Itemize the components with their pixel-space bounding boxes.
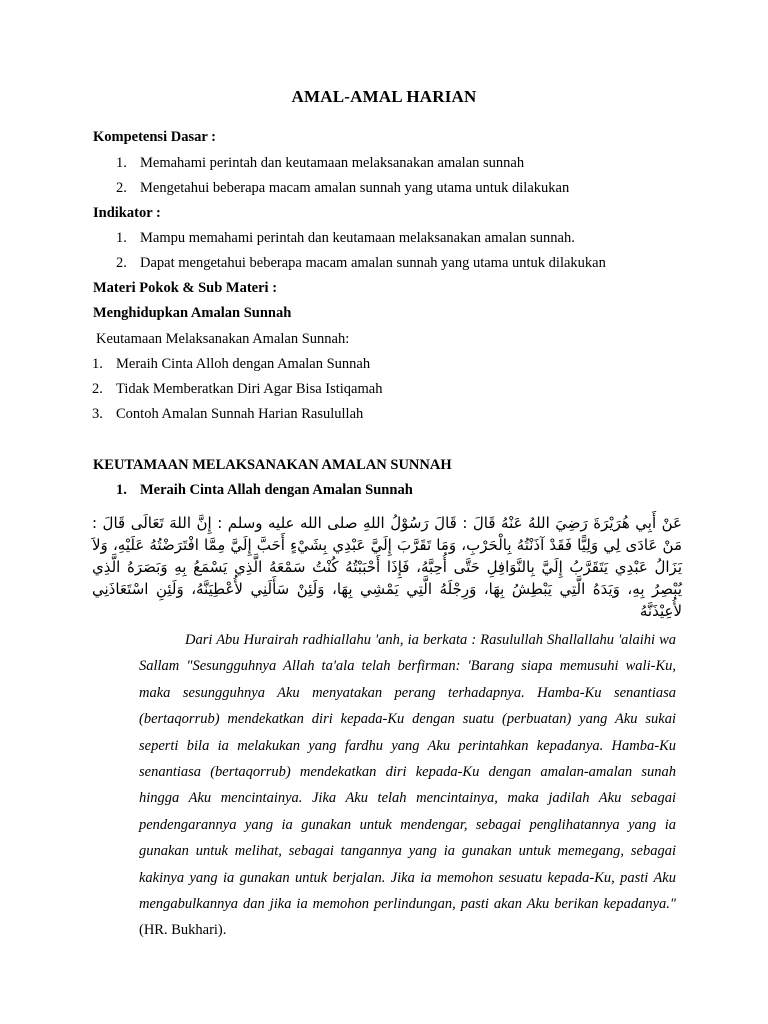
materi-subheading: Menghidupkan Amalan Sunnah bbox=[93, 305, 292, 321]
page-title: AMAL-AMAL HARIAN bbox=[291, 87, 477, 106]
hadith-translation bbox=[139, 627, 676, 944]
list-text: Tidak Memberatkan Diri Agar Bisa Istiqamah bbox=[116, 381, 383, 397]
materi-item bbox=[92, 356, 370, 373]
kompetensi-heading: Kompetensi Dasar : bbox=[93, 129, 216, 145]
materi-item bbox=[92, 406, 363, 423]
list-number: 3. bbox=[92, 406, 103, 422]
kompetensi-item bbox=[116, 180, 569, 197]
list-text: Meraih Cinta Allah dengan Amalan Sunnah bbox=[140, 482, 413, 498]
materi-item bbox=[92, 381, 382, 398]
translation-text: Dari Abu Hurairah radhiallahu 'anh, ia berkata : Rasulullah Shallallahu 'alaihi wa Sallam "Sesungguhnya Allah ta'ala telah berfirman: 'Barang siapa memusuhi wali-Ku, maka sesungguhnya Aku menyatakan perang terhadapnya. Hamba-Ku senantiasa (bertaqorrub) mendekatkan diri kepada-Ku dengan suatu (perbuatan) yang Aku sukai seperti bila ia melakukan yang fardhu yang Aku perintahkan kepadanya. Hamba-Ku senantiasa (bertaqorrub) mendekatkan diri kepada-Ku dengan amalan-amalan sunah hingga Aku mencintainya. Jika Aku telah mencintainya, maka jadilah Aku sebagai pendengarannya yang ia gunakan untuk mendengar, sebagai penglihatannya yang ia gunakan untuk melihat, sebagai tangannya yang ia gunakan untuk memegang, sebagai kakinya yang ia gunakan untuk berjalan. Jika ia memohon sesuatu kepada-Ku, pasti Aku mengabulkannya dan jika ia memohon perlindungan, pasti akan Aku berikan kepadanya." bbox=[139, 632, 676, 913]
list-number: 2. bbox=[116, 180, 127, 196]
list-number: 1. bbox=[116, 155, 127, 171]
list-text: Mengetahui beberapa macam amalan sunnah yang utama untuk dilakukan bbox=[140, 180, 570, 196]
materi-heading: Materi Pokok & Sub Materi : bbox=[93, 280, 278, 296]
section-heading: KEUTAMAAN MELAKSANAKAN AMALAN SUNNAH bbox=[93, 457, 452, 473]
section-subtitle bbox=[116, 482, 413, 499]
hadith-arabic: عَنْ أَبِي هُرَيْرَةَ رَضِيَ اللهُ عَنْهُ قَالَ : قَالَ رَسُوْلُ اللهِ صلى الله عليه وسلم : إِنَّ اللهَ تَعَالَى قَالَ : مَنْ عَادَى لِي وَلِيًّا فَقَدْ آذَنْتُهُ بِالْحَرْبِ، وَمَا تَقَرَّبَ إِلَيَّ عَبْدِي بِشَيْءٍ أَحَبَّ إِلَيَّ مِمَّا افْتَرَضْتُهُ عَلَيْهِ، وَلاَ يَزَالُ عَبْدِي يَتَقَرَّبُ إِلَيَّ بِالنَّوَافِلِ حَتَّى أُحِبَّهُ، فَإِذَا أَحْبَبْتُهُ كُنْتُ سَمْعَهُ الَّذِي يَسْمَعُ بِهِ وَبَصَرَهُ الَّذِي يُبْصِرُ بِهِ، وَيَدَهُ الَّتِي يَبْطِشُ بِهَا، وَرِجْلَهُ الَّتِي يَمْشِي بِهَا، وَلَئِنْ سَأَلَنِي لأُعْطِيَنَّهُ، وَلَئِنِ اسْتَعَاذَنِي لأُعِيْذَنَّهُ bbox=[92, 514, 682, 620]
materi-intro: Keutamaan Melaksanakan Amalan Sunnah: bbox=[96, 331, 350, 347]
list-number: 1. bbox=[116, 230, 127, 246]
list-text: Meraih Cinta Alloh dengan Amalan Sunnah bbox=[116, 356, 371, 372]
list-number: 2. bbox=[92, 381, 103, 397]
list-text: Memahami perintah dan keutamaan melaksanakan amalan sunnah bbox=[140, 155, 525, 171]
hadith-source: (HR. Bukhari). bbox=[139, 922, 227, 939]
list-text: Dapat mengetahui beberapa macam amalan sunnah yang utama untuk dilakukan bbox=[140, 255, 606, 271]
indikator-item bbox=[116, 230, 575, 247]
list-text: Mampu memahami perintah dan keutamaan melaksanakan amalan sunnah. bbox=[140, 230, 575, 246]
list-number: 1. bbox=[92, 356, 103, 372]
indikator-item bbox=[116, 255, 606, 272]
indikator-heading: Indikator : bbox=[93, 205, 161, 221]
list-text: Contoh Amalan Sunnah Harian Rasulullah bbox=[116, 406, 364, 422]
list-number: 1. bbox=[116, 482, 127, 498]
kompetensi-item bbox=[116, 155, 524, 172]
list-number: 2. bbox=[116, 255, 127, 271]
